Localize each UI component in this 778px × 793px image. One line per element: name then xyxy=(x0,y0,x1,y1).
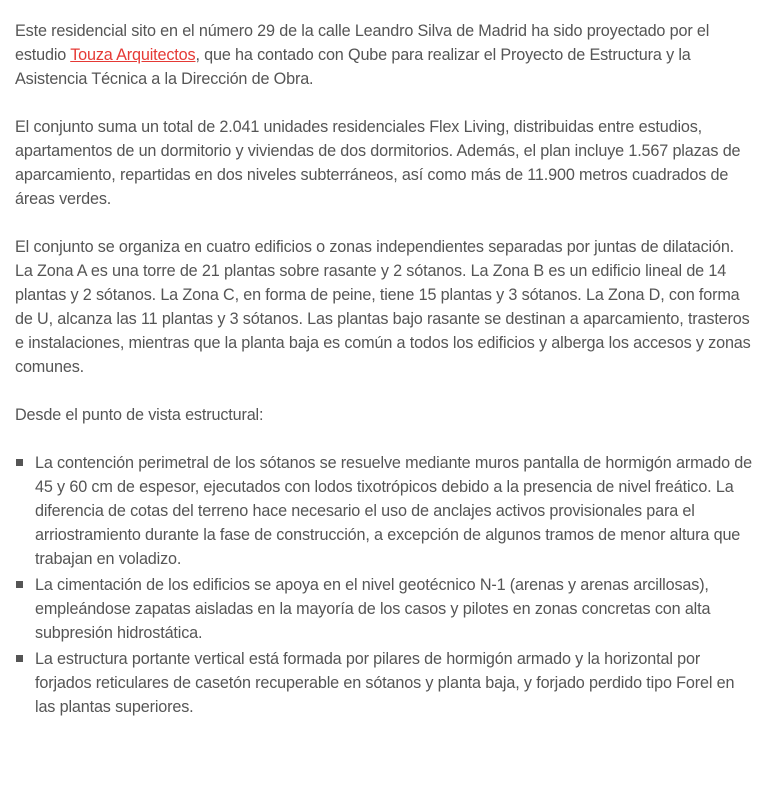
square-bullet-icon xyxy=(16,581,23,588)
intro-text-end: , que ha contado con Qube para realizar el Proyecto de Estructura y la Asistencia Técnica a la Dirección de Obra. xyxy=(15,46,691,88)
structural-bullet-list xyxy=(15,451,754,719)
square-bullet-icon xyxy=(16,655,23,662)
zones-paragraph: El conjunto se organiza en cuatro edificios o zonas independientes separadas por juntas de dilatación. La Zona A es una torre de 21 plantas sobre rasante y 2 sótanos. La Zona B es un edificio lineal de 14 plantas y 2 sótanos. La Zona C, en forma de peine, tiene 15 plantas y 3 sótanos. La Zona D, con forma de U, alcanza las 11 plantas y 3 sótanos. Las plantas bajo rasante se destinan a aparcamiento, trasteros e instalaciones, mientras que la planta baja es común a todos los edificios y alberga los accesos y zonas comunes. xyxy=(15,238,751,376)
list-item xyxy=(15,647,754,719)
units-paragraph: El conjunto suma un total de 2.041 unidades residenciales Flex Living, distribuidas entre estudios, apartamentos de un dormitorio y viviendas de dos dormitorios. Además, el plan incluye 1.567 plazas de aparcamiento, repartidas en dos niveles subterráneos, así como más de 11.900 metros cuadrados de áreas verdes. xyxy=(15,118,741,208)
list-item xyxy=(15,573,754,645)
list-item xyxy=(15,451,754,571)
list-item-text: La estructura portante vertical está formada por pilares de hormigón armado y la horizontal por forjados reticulares de casetón recuperable en sótanos y planta baja, y forjado perdido tipo Forel en las plantas superiores. xyxy=(35,650,735,716)
intro-text-start: Este residencial sito en el número 29 de la calle Leandro Silva de Madrid ha sido proyectado por el estudio xyxy=(15,22,710,64)
intro-paragraph xyxy=(15,19,754,91)
list-item-text: La contención perimetral de los sótanos se resuelve mediante muros pantalla de hormigón armado de 45 y 60 cm de espesor, ejecutados con lodos tixotrópicos debido a la presencia de nivel freático. La diferencia de cotas del terreno hace necesario el uso de anclajes activos provisionales para el arriostramiento durante la fase de construcción, a excepción de algunos tramos de menor altura que trabajan en voladizo. xyxy=(35,454,753,568)
architect-link[interactable]: Touza Arquitectos xyxy=(70,46,196,64)
square-bullet-icon xyxy=(16,459,23,466)
structural-intro-paragraph: Desde el punto de vista estructural: xyxy=(15,406,264,424)
list-item-text: La cimentación de los edificios se apoya en el nivel geotécnico N-1 (arenas y arenas arcillosas), empleándose zapatas aisladas en la mayoría de los casos y pilotes en zonas concretas con alta subpresión hidrostática. xyxy=(35,576,711,642)
